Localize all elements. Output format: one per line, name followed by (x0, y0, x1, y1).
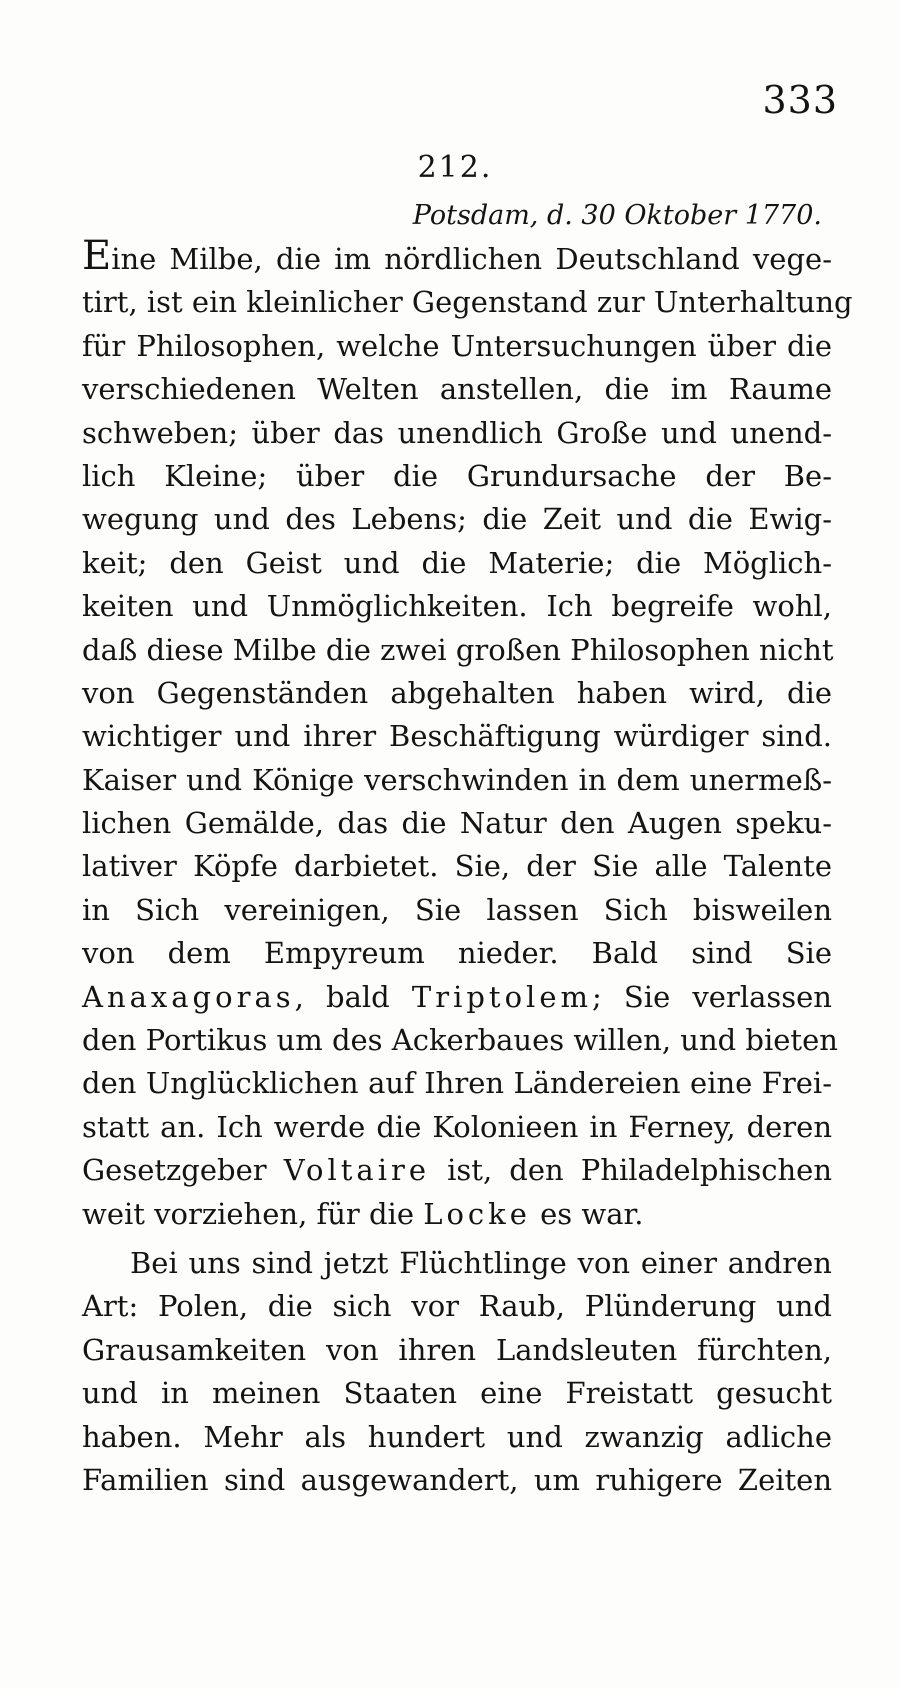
text-line (82, 1149, 832, 1192)
text-line (82, 976, 832, 1019)
text-line: Kaiser und Könige verschwinden in dem unermeß- (82, 762, 832, 797)
text-line: wegung und des Lebens; die Zeit und die Ewig- (82, 502, 832, 537)
text-line: von dem Empyreum nieder. Bald sind Sie (82, 936, 832, 971)
text-segment: es war. (530, 1196, 644, 1231)
text-line: schweben; über das unendlich Große und unend- (82, 415, 832, 450)
spaced-name-voltaire: Voltaire (283, 1153, 431, 1188)
text-line: und in meinen Staaten eine Freistatt gesucht (82, 1376, 832, 1411)
text-line: für Philosophen, welche Untersuchungen über die (82, 328, 832, 363)
paragraph-1 (82, 233, 853, 1236)
text-line: lativer Köpfe darbietet. Sie, der Sie alle Talente (82, 849, 832, 884)
drop-cap: E (82, 233, 112, 279)
text-line: lichen Gemälde, das die Natur den Augen speku- (82, 806, 832, 841)
paragraph-2 (82, 1242, 832, 1502)
text-line: Art: Polen, die sich vor Raub, Plünderung und (82, 1289, 832, 1324)
text-line: daß diese Milbe die zwei großen Philosophen nicht (82, 632, 834, 667)
text-line: wichtiger und ihrer Beschäftigung würdiger sind. (82, 719, 832, 754)
text-line: von Gegenständen abgehalten haben wird, die (82, 675, 832, 710)
text-segment: weit vorziehen, für die (82, 1196, 424, 1231)
text-line: haben. Mehr als hundert und zwanzig adliche (82, 1419, 832, 1454)
dateline: Potsdam, d. 30 Oktober 1770. (412, 200, 822, 231)
text-segment: ; Sie verlassen (591, 979, 832, 1014)
letter-body (82, 233, 853, 1502)
text-line: verschiedenen Welten anstellen, die im Raume (82, 372, 832, 407)
text-segment: ist, den Philadelphischen (430, 1153, 832, 1188)
text-line: keiten und Unmöglichkeiten. Ich begreife wohl, (82, 589, 832, 624)
spaced-name-triptolem: Triptolem (411, 979, 592, 1014)
text-line: den Portikus um des Ackerbaues willen, und bieten (82, 1023, 838, 1058)
text-line: den Unglücklichen auf Ihren Ländereien eine Frei- (82, 1066, 832, 1101)
text-segment: Gesetzgeber (82, 1153, 284, 1188)
text-segment: , bald (294, 979, 412, 1014)
text-line (82, 233, 832, 281)
text-line (82, 1193, 832, 1236)
text-line-rest: ine Milbe, die im nördlichen Deutschland vege- (111, 242, 832, 276)
spaced-name-locke: Locke (423, 1196, 531, 1231)
text-line: lich Kleine; über die Grundursache der Be- (82, 458, 832, 493)
text-line: keit; den Geist und die Materie; die Möglich- (82, 545, 832, 580)
spaced-name-anaxagoras: Anaxagoras (82, 979, 295, 1014)
text-line: tirt, ist ein kleinlicher Gegenstand zur Unterhaltung (82, 285, 853, 320)
text-line: statt an. Ich werde die Kolonieen in Ferney, deren (82, 1109, 832, 1144)
letter-number: 212. (417, 150, 493, 185)
text-line: in Sich vereinigen, Sie lassen Sich bisweilen (82, 892, 832, 927)
page-number: 333 (762, 78, 838, 122)
text-line: Familien sind ausgewandert, um ruhigere Zeiten (82, 1462, 832, 1497)
text-line: Grausamkeiten von ihren Landsleuten fürchten, (82, 1332, 832, 1367)
text-line: Bei uns sind jetzt Flüchtlinge von einer andren (130, 1245, 832, 1280)
